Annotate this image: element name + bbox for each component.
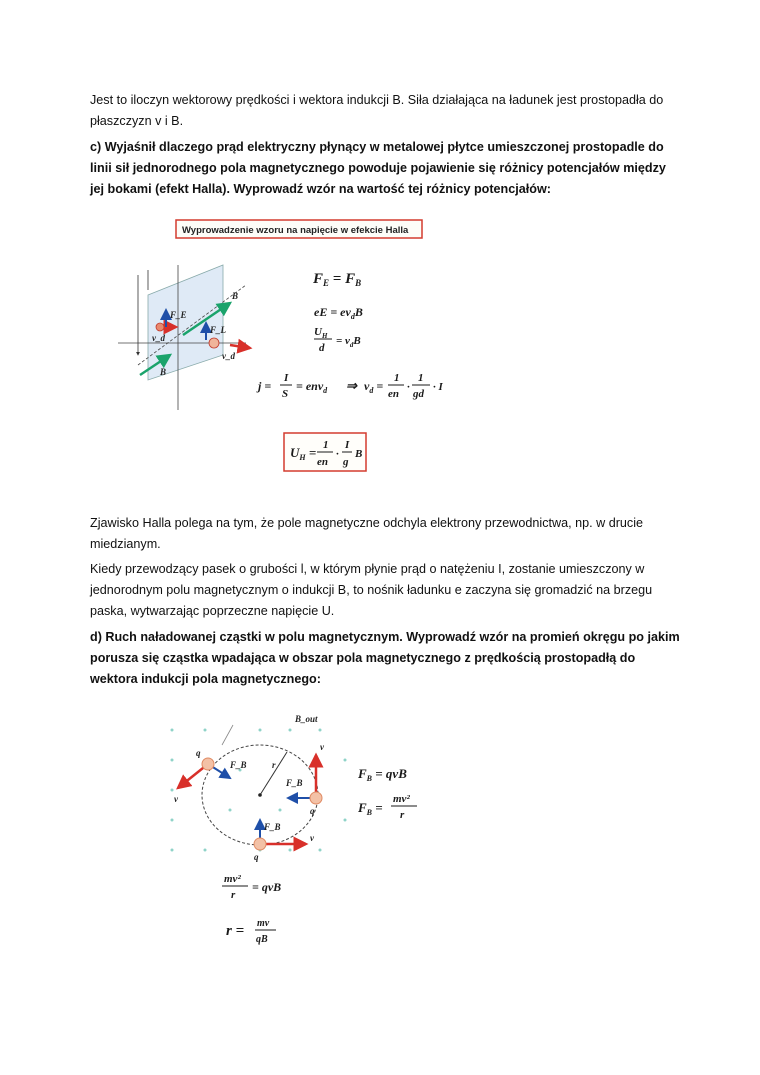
label-b-out: B_out	[295, 714, 318, 724]
svg-text:I: I	[284, 372, 289, 384]
equation-fb-qvb	[357, 766, 407, 783]
label-fb-right: F_B	[286, 778, 303, 788]
svg-text:·: ·	[336, 448, 339, 460]
svg-text:mv²: mv²	[224, 873, 241, 885]
svg-text:mv²: mv²	[393, 793, 410, 805]
svg-text:= qvB: = qvB	[252, 880, 282, 894]
svg-text:r: r	[400, 809, 405, 821]
paragraph-hall-description: Kiedy przewodzący pasek o grubości l, w którym płynie prąd o natężeniu I, zostanie umieszczony w jednorodnym polu magnetycznym o indukcji B, to nośnik ładunku e zaczyna się gromadzić na brzegu paska, wytwarzając poprzeczne napięcie U.	[90, 562, 653, 618]
svg-text:j =: j =	[258, 379, 272, 393]
label-b-lower: B	[160, 367, 167, 377]
svg-text:qB: qB	[256, 934, 268, 945]
drift-velocity-arrow-right	[230, 345, 250, 348]
svg-text:vd =: $v_d$ =	[364, 379, 384, 395]
svg-text:en: en	[388, 388, 399, 400]
equation-radius	[226, 918, 276, 945]
label-vd-right: v_d	[222, 351, 235, 361]
equation-force-balance: $F_E = F_B$	[313, 271, 362, 288]
svg-text:FB =: $F_B$ =	[358, 800, 383, 817]
label-fb-left: F_B	[230, 760, 247, 770]
orbit-center	[258, 793, 262, 797]
label-r: r	[272, 760, 276, 770]
particle-left	[202, 758, 214, 770]
equation-hall-voltage-boxed	[284, 433, 366, 471]
svg-text:r =: r =	[226, 923, 245, 939]
particle-bottom	[254, 838, 266, 850]
label-fb-bottom: F_B	[264, 822, 281, 832]
electron-left	[156, 323, 164, 331]
svg-text:= envd: = env$_d$	[296, 379, 328, 395]
svg-text:· I: · I	[433, 381, 443, 393]
svg-text:I: I	[345, 439, 350, 451]
label-v-left: v	[174, 794, 178, 804]
paragraph-hall-definition: Zjawisko Halla polega na tym, że pole magnetyczne odchyla elektrony przewodnictwa, np. w drucie miedzianym.	[90, 516, 644, 551]
radius-line	[260, 752, 287, 795]
svg-text:·: ·	[407, 381, 410, 393]
label-v-right: v	[320, 742, 324, 752]
label-fe: F_E	[170, 310, 187, 320]
svg-text:FB = qvB: $F_B$ = qvB	[358, 766, 407, 783]
question-c: c) Wyjaśnił dlaczego prąd elektryczny płynący w metalowej płytce umieszczonej prostopadle do linii sił jednorodnego pola magnetycznego powoduje pojawienie się różnicy potencjałów między jej bokami (efekt Halla). Wyprowadź wzór na wartość tej różnicy potencjałów:	[90, 140, 666, 196]
figure-title: Wyprowadzenie wzoru na napięcie w efekcie Halla	[182, 225, 409, 236]
label-q-right: q	[310, 806, 315, 816]
equation-fb-centripetal	[357, 793, 417, 821]
svg-text:en: en	[317, 456, 328, 468]
label-fl: F_L	[210, 325, 227, 335]
svg-text:S: S	[282, 388, 289, 400]
svg-text:r: r	[231, 889, 236, 901]
paragraph-cross-product: Jest to iloczyn wektorowy prędkości i wektora indukcji B. Siła działająca na ładunek jest prostopadła do płaszczyzn v i B.	[90, 93, 664, 128]
svg-text:1: 1	[323, 439, 329, 451]
question-d: d) Ruch naładowanej cząstki w polu magnetycznym. Wyprowadź wzór na promień okręgu po jakim porusza się cząstka wpadająca w obszar pola magnetycznego z prędkością prostopadłą do wektora indukcji pola magnetycznego:	[90, 630, 680, 686]
svg-text:d: d	[319, 342, 325, 354]
svg-text:⇒: ⇒	[346, 378, 357, 393]
label-v-bottom: v	[310, 833, 314, 843]
equation-uh-over-d	[314, 326, 361, 354]
hall-effect-figure	[118, 215, 448, 485]
label-q-bottom: q	[254, 852, 259, 862]
label-vd-left: v_d	[152, 333, 165, 343]
svg-text:UH: $U_H$	[314, 326, 328, 340]
svg-text:= vdB: = $v_dB$	[336, 335, 361, 349]
svg-text:1: 1	[418, 372, 424, 384]
tangent-line	[222, 725, 233, 745]
svg-text:g: g	[343, 456, 349, 468]
label-q-left: q	[196, 748, 201, 758]
svg-text:B: B	[355, 448, 363, 460]
svg-text:gd: gd	[413, 388, 424, 400]
equation-current-density	[256, 372, 444, 400]
electron-right	[209, 338, 219, 348]
svg-text:UH =: $U_H$ =	[290, 445, 317, 462]
equation-eE: eE = $ev_dB$	[314, 305, 363, 321]
circular-motion-figure	[160, 710, 450, 960]
label-b-upper: B	[232, 291, 239, 301]
equation-balance	[222, 873, 281, 901]
svg-text:mv: mv	[257, 918, 270, 929]
svg-text:1: 1	[394, 372, 400, 384]
particle-right	[310, 792, 322, 804]
